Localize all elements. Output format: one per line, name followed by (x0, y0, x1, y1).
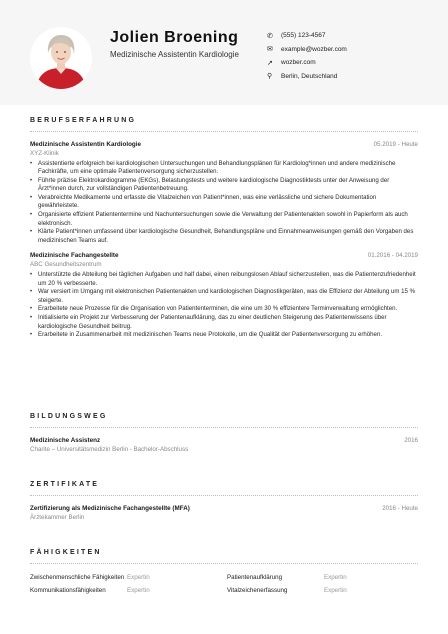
job-entry (30, 252, 418, 339)
skill-name: Patientenaufklärung (227, 574, 283, 581)
job-bullet: • Unterstützte die Abteilung bei täglichen Aufgaben und half dabei, einen reibungslosen Ablauf sicherzustellen, was die Patientenzufriedenheit um 20 % verbesserte. (30, 271, 418, 288)
job-date: 01.2016 - 04.2019 (367, 252, 418, 260)
location-pin-icon: ⚲ (267, 73, 273, 81)
job-bullet: • Erarbeitete neue Prozesse für die Organisation von Patiententerminen, die eine um 30 % effizientere Terminverwaltung ermöglichten. (30, 305, 418, 314)
degree-institution: Charite – Universitätsmedizin Berlin - Bachelor-Abschluss (30, 445, 189, 453)
degree-date: 2016 (404, 437, 418, 444)
skills-grid (30, 574, 418, 595)
contact-email-text: example@wozber.com (281, 45, 347, 53)
contact-phone (267, 29, 437, 43)
job-employer: ABC Gesundheitszentrum (30, 260, 102, 268)
skill-name: Zwischenmenschliche Fähigkeiten (30, 574, 125, 581)
section-title-skills: FÄHIGKEITEN (30, 549, 102, 556)
profile-photo-image (30, 27, 92, 89)
job-title: Medizinische Assistentin Kardiologie (30, 141, 142, 148)
skill-name: Vitalzeichenerfassung (227, 587, 288, 594)
job-bullet: • Führte präzise Elektrokardiogramme (EKGs), Belastungstests und weitere kardiologische Diagnostiktests unter der Anweisung der Ärzt*innen durch, zur vollständigen Patientenbetreuung. (30, 177, 418, 194)
job-date: 05.2019 - Heute (373, 141, 418, 148)
certificate-title: Zertifizierung als Medizinische Fachangestellte (MFA) (30, 505, 190, 512)
certificates-section (30, 481, 418, 521)
header-band (0, 0, 448, 105)
contact-location (267, 70, 437, 84)
section-title-experience: BERUFSERFAHRUNG (30, 117, 137, 124)
degree-title: Medizinische Assistenz (30, 437, 101, 444)
skill-name: Kommunikationsfähigkeiten (30, 587, 106, 594)
education-section (30, 413, 418, 453)
candidate-name: Jolien Broening (110, 29, 239, 46)
profile-photo (30, 27, 92, 89)
section-divider (30, 563, 418, 564)
job-bullet: • Assistentierte erfolgreich bei kardiologischen Untersuchungen und Behandlungsplänen für Kardiolog*innen und andere medizinische Fachkräfte, um eine optimale Patientenversorgung sicherzustellen. (30, 160, 418, 177)
contact-website-text: wozber.com (281, 59, 316, 67)
email-icon: ✉ (267, 46, 273, 54)
job-bullet: • Klärte Patient*innen umfassend über kardiologische Gesundheit, Behandlungspläne und Einnahmeanweisungen gemäß den Vorgaben des medizinischen Teams auf. (30, 228, 418, 245)
certificate-entry (30, 505, 418, 521)
phone-icon: ✆ (267, 32, 273, 40)
section-divider (30, 495, 418, 496)
section-title-certificates: ZERTIFIKATE (30, 481, 100, 488)
job-bullet: • Organisierte effizient Patiententermine und Nachuntersuchungen sowie die Verwaltung der Patientenakten sowohl in Papierform als auch elektronisch. (30, 211, 418, 228)
experience-section (30, 117, 418, 340)
section-title-education: BILDUNGSWEG (30, 413, 108, 420)
certificate-issuer: Ärztekammer Berlin (30, 513, 85, 521)
contact-website[interactable] (267, 56, 437, 70)
job-employer: XYZ-Klinik (30, 149, 59, 157)
skill-level: Expertin (324, 574, 347, 581)
job-title: Medizinische Fachangestellte (30, 252, 119, 260)
section-divider (30, 131, 418, 132)
link-icon: ↗ (267, 59, 273, 67)
job-entry (30, 141, 418, 245)
contact-location-text: Berlin, Deutschland (281, 72, 338, 80)
skill-level: Expertin (324, 587, 347, 594)
job-bullets (30, 160, 418, 246)
job-bullet: • Erarbeitete in Zusammenarbeit mit medizinischen Teams neue Protokolle, um die Qualität der Patientenversorgung zu erhöhen. (30, 331, 418, 340)
contact-list (267, 29, 437, 83)
job-bullet: • Verabreichte Medikamente und erfasste die Vitalzeichen von Patient*innen, was eine verlässliche und sichere Dokumentation gewährleistete. (30, 194, 418, 211)
job-bullet: • War versiert im Umgang mit elektronischen Patientenakten und kardiologischen Diagnostikgeräten, was die Effizienz der Abteilung um 15 % steigerte. (30, 288, 418, 305)
skill-level: Expertin (127, 574, 150, 581)
skill-level: Expertin (127, 587, 150, 594)
contact-phone-text: (555) 123-4567 (281, 32, 326, 40)
education-entry (30, 437, 418, 453)
certificate-date: 2016 - Heute (382, 505, 418, 512)
contact-email[interactable] (267, 43, 437, 57)
candidate-role: Medizinische Assistentin Kardiologie (110, 50, 239, 59)
section-divider (30, 427, 418, 428)
skills-section (30, 549, 418, 595)
job-bullets (30, 271, 418, 340)
job-bullet: • Initialisierte ein Projekt zur Verbesserung der Patientenaufklärung, das zu einer deutlichen Steigerung des Patientenwissens über kardiologische Gesundheit beitrug. (30, 314, 418, 331)
